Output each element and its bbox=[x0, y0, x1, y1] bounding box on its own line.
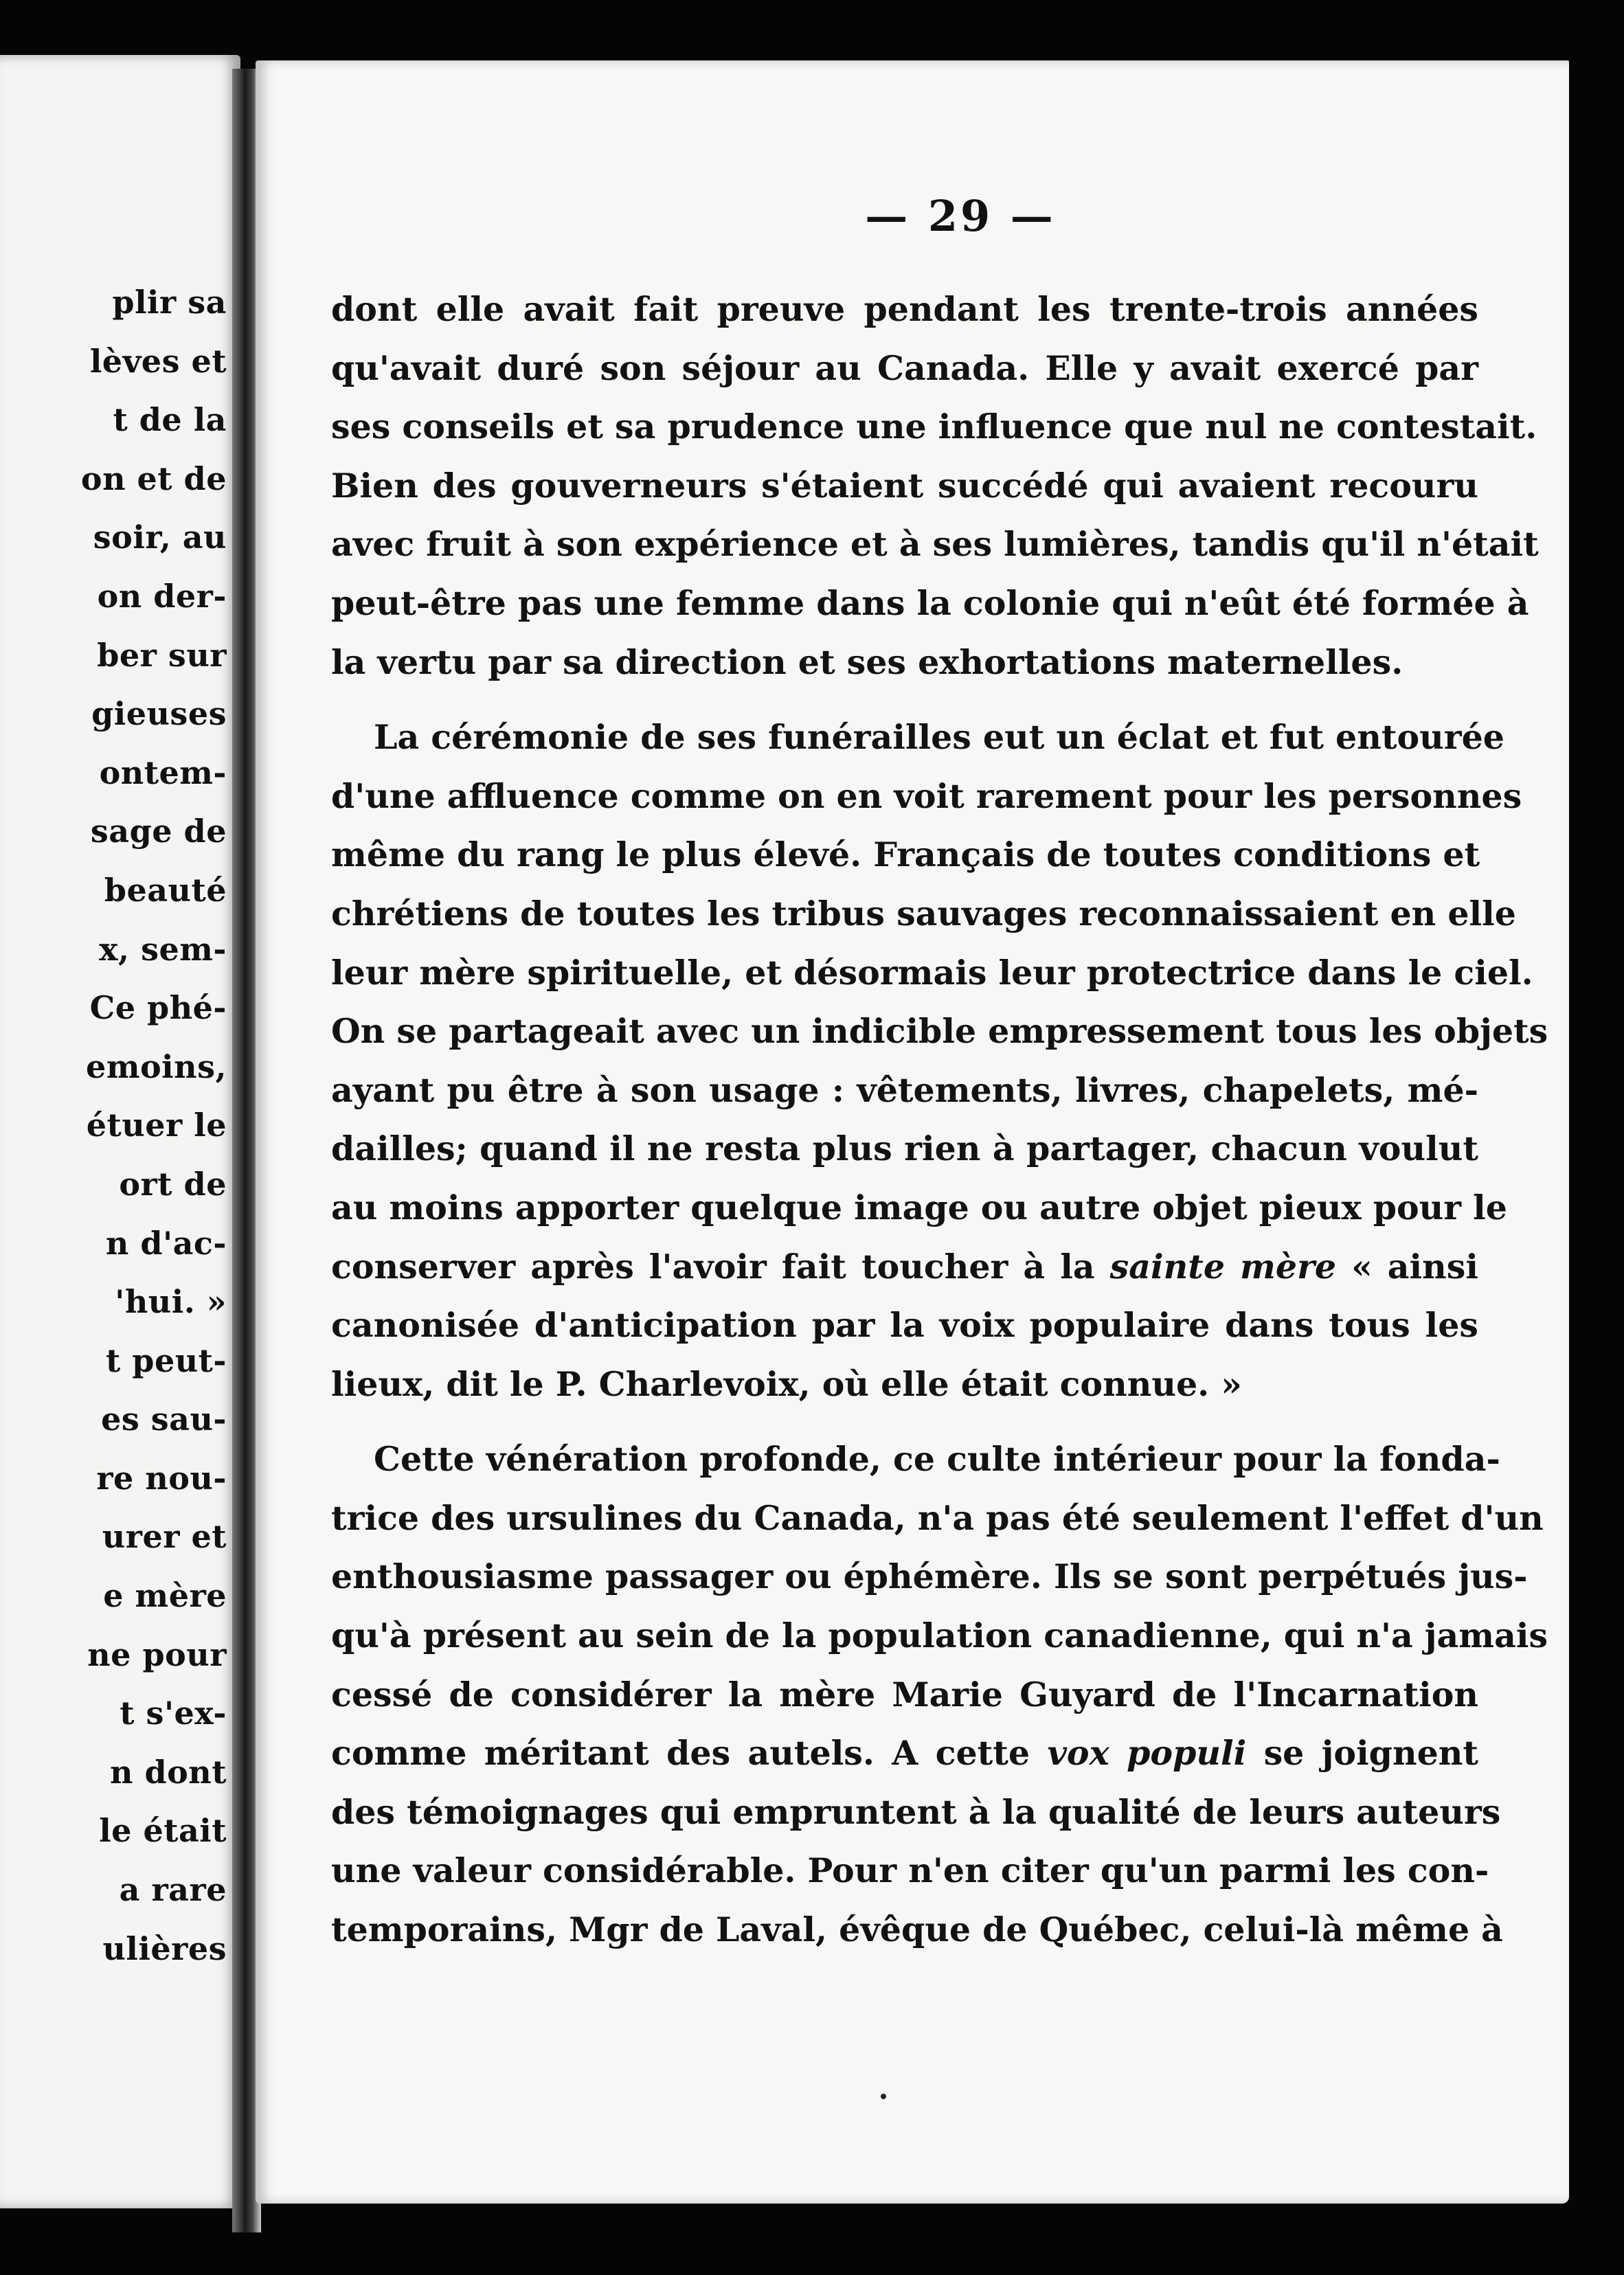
left-line: ulières bbox=[102, 1929, 227, 1967]
left-line: urer et bbox=[102, 1518, 227, 1556]
text-line: Cette vénération profonde, ce culte intérieur pour la fonda- bbox=[374, 1439, 1500, 1480]
left-line: x, sem- bbox=[99, 930, 227, 968]
text-line: dailles; quand il ne resta plus rien à partager, chacun voulut bbox=[331, 1129, 1478, 1169]
text-line: même du rang le plus élevé. Français de toutes conditions et bbox=[331, 835, 1480, 875]
text-line: avec fruit à son expérience et à ses lumières, tandis qu'il n'était bbox=[331, 524, 1539, 565]
left-line: on et de bbox=[80, 460, 227, 497]
text-line: temporains, Mgr de Laval, évêque de Québec, celui-là même à bbox=[331, 1910, 1503, 1950]
left-line: étuer le bbox=[86, 1107, 227, 1144]
text-line: une valeur considérable. Pour n'en citer qu'un parmi les con- bbox=[331, 1850, 1489, 1891]
text-line: enthousiasme passager ou éphémère. Ils se sont perpétués jus- bbox=[331, 1557, 1528, 1597]
text-line: canonisée d'anticipation par la voix populaire dans tous les bbox=[331, 1305, 1478, 1346]
left-line: sage de bbox=[90, 813, 227, 850]
left-line: on der- bbox=[97, 577, 227, 615]
text-line-with-italic bbox=[331, 1724, 1478, 1783]
text-line: la vertu par sa direction et ses exhortations maternelles. bbox=[331, 642, 1403, 682]
left-line: Ce phé- bbox=[89, 989, 227, 1027]
text-line: Bien des gouverneurs s'étaient succédé qui avaient recouru bbox=[331, 465, 1478, 506]
ink-speck bbox=[881, 2094, 886, 2099]
text-line: cessé de considérer la mère Marie Guyard de l'Incarnation bbox=[331, 1674, 1478, 1714]
left-line: lèves et bbox=[89, 342, 227, 380]
left-line: ort de bbox=[119, 1165, 227, 1203]
italic-phrase: vox populi bbox=[1047, 1733, 1247, 1774]
text-segment: se joignent bbox=[1263, 1733, 1479, 1774]
paragraph bbox=[331, 280, 1539, 692]
left-line: re nou- bbox=[96, 1459, 227, 1497]
text-line: dont elle avait fait preuve pendant les trente-trois années bbox=[331, 289, 1478, 329]
left-line: es sau- bbox=[101, 1401, 227, 1438]
left-line: plir sa bbox=[112, 284, 227, 321]
text-segment: conserver après l'avoir fait toucher à la bbox=[331, 1246, 1095, 1287]
text-line: qu'à présent au sein de la population canadienne, qui n'a jamais bbox=[331, 1616, 1548, 1656]
text-line-with-italic bbox=[331, 1238, 1478, 1297]
left-line: a rare bbox=[119, 1871, 227, 1909]
left-line: n d'ac- bbox=[105, 1224, 227, 1262]
left-line: t peut- bbox=[106, 1342, 227, 1379]
left-line: ne pour bbox=[87, 1635, 227, 1673]
left-line: soir, au bbox=[93, 519, 227, 556]
italic-phrase: sainte mère bbox=[1109, 1246, 1337, 1287]
text-line: d'une affluence comme on en voit rarement pour les personnes bbox=[331, 776, 1522, 816]
text-line: au moins apporter quelque image ou autre objet pieux pour le bbox=[331, 1187, 1507, 1227]
text-line: On se partageait avec un indicible empressement tous les objets bbox=[331, 1011, 1548, 1052]
paragraph bbox=[331, 708, 1548, 1414]
left-line: e mère bbox=[103, 1577, 227, 1615]
left-line: ontem- bbox=[99, 754, 227, 791]
paragraph bbox=[331, 1430, 1548, 1959]
left-line: beauté bbox=[104, 871, 227, 909]
left-line: t s'ex- bbox=[120, 1695, 227, 1732]
left-line: ber sur bbox=[97, 636, 227, 674]
text-segment: comme méritant des autels. A cette bbox=[331, 1733, 1030, 1774]
text-line: chrétiens de toutes les tribus sauvages reconnaissaient en elle bbox=[331, 893, 1516, 933]
page-number: — 29 — bbox=[865, 191, 1056, 241]
text-line: des témoignages qui empruntent à la qualité de leurs auteurs bbox=[331, 1791, 1501, 1832]
left-line: emoins, bbox=[86, 1048, 227, 1085]
right-page bbox=[256, 60, 1569, 2204]
text-line: trice des ursulines du Canada, n'a pas été seulement l'effet d'un bbox=[331, 1497, 1544, 1538]
text-line: leur mère spirituelle, et désormais leur protectrice dans le ciel. bbox=[331, 952, 1533, 993]
left-line: n dont bbox=[110, 1753, 227, 1791]
left-line: t de la bbox=[113, 401, 227, 439]
left-line: 'hui. » bbox=[115, 1283, 227, 1321]
text-line: La cérémonie de ses funérailles eut un éclat et fut entourée bbox=[374, 717, 1504, 758]
left-line: gieuses bbox=[91, 695, 227, 733]
text-line: ayant pu être à son usage : vêtements, livres, chapelets, mé- bbox=[331, 1069, 1478, 1110]
text-line: lieux, dit le P. Charlevoix, où elle était connue. » bbox=[331, 1363, 1242, 1404]
left-line: le était bbox=[99, 1812, 227, 1850]
page-body bbox=[331, 280, 1548, 1960]
text-segment: « ainsi bbox=[1351, 1246, 1478, 1287]
text-line: qu'avait duré son séjour au Canada. Elle y avait exercé par bbox=[331, 348, 1478, 388]
left-page-text bbox=[0, 273, 227, 1978]
text-line: peut-être pas une femme dans la colonie qui n'eût été formée à bbox=[331, 582, 1529, 623]
left-page-fragment bbox=[0, 55, 240, 2208]
text-line: ses conseils et sa prudence une influence que nul ne contestait. bbox=[331, 407, 1537, 447]
